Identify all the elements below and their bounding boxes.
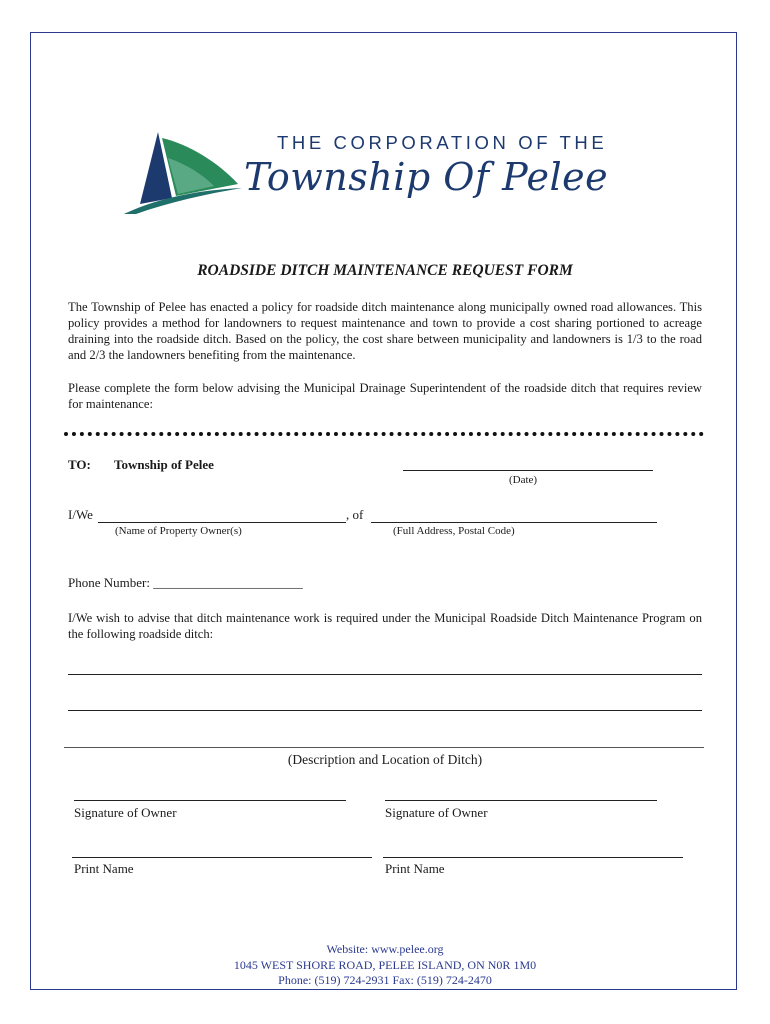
signature-line-1[interactable] [74,800,346,801]
form-title: ROADSIDE DITCH MAINTENANCE REQUEST FORM [197,262,573,279]
print-name-line-1[interactable] [72,857,372,858]
to-label: TO: [68,457,91,472]
owner-caption: (Name of Property Owner(s) [115,525,242,537]
print-label-1: Print Name [74,861,134,876]
signature-label-1: Signature of Owner [74,805,177,820]
to-value: Township of Pelee [114,457,214,472]
dotted-separator [64,432,704,436]
address-caption: (Full Address, Postal Code) [393,525,515,537]
logo-corporation-text: THE CORPORATION OF THE [277,132,608,153]
description-line-1[interactable] [68,674,702,675]
footer-website: Website: www.pelee.org [326,942,444,956]
wish-paragraph: I/We wish to advise that ditch maintenance work is required under the Municipal Roadside Ditch Maintenance Program on the following roadside ditch: [68,611,702,641]
of-label: , of [346,507,364,522]
signature-line-2[interactable] [385,800,657,801]
description-caption: (Description and Location of Ditch) [287,752,483,767]
logo-township-text: Township Of Pelee [244,155,609,199]
sailboat-logo-icon [118,128,248,216]
phone-field[interactable] [68,575,303,591]
owner-name-field[interactable] [98,522,346,523]
address-field[interactable] [371,522,657,523]
print-label-2: Print Name [385,861,445,876]
instruction-paragraph: Please complete the form below advising the Municipal Drainage Superintendent of the roadside ditch that requires review for maintenance: [68,381,702,411]
date-field[interactable] [403,470,653,471]
intro-paragraph: The Township of Pelee has enacted a policy for roadside ditch maintenance along municipally owned road allowances. This policy provides a method for landowners to request maintenance and town to provide a cost sharing portioned to acreage draining into the roadside ditch. Based on the policy, the cost share between municipality and landowners is 1/3 to the road and 2/3 the landowners benefiting from the maintenance. [68,300,702,362]
description-line-3[interactable] [64,747,704,748]
signature-label-2: Signature of Owner [385,805,488,820]
phone-label: Phone Number: [68,575,154,590]
description-line-2[interactable] [68,710,702,711]
iwe-label: I/We [68,507,93,522]
footer-phone: Phone: (519) 724-2931 Fax: (519) 724-2470 [278,973,492,987]
date-caption: (Date) [509,474,538,486]
footer-address: 1045 WEST SHORE ROAD, PELEE ISLAND, ON N0R 1M0 [233,958,537,972]
print-name-line-2[interactable] [383,857,683,858]
phone-blank: _______________________ [153,575,303,590]
